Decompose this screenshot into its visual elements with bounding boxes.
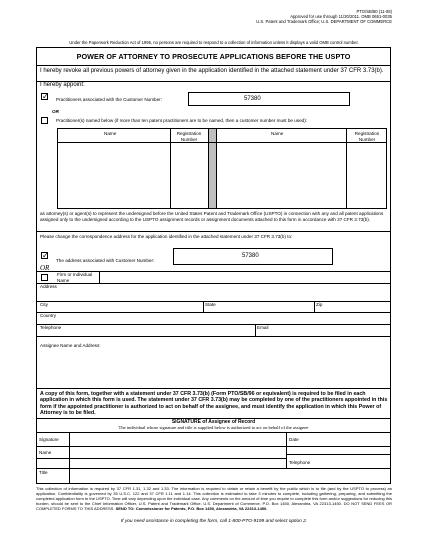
form-id: PTO/SB/80 (11-08) — [356, 9, 392, 14]
name-label: Name — [39, 450, 52, 455]
revoke-statement: I hereby revoke all previous powers of attorney given in the application identified in the attached statement under 37 CFR 3.73(b). — [40, 68, 384, 74]
burden-text: This collection of information is required by 37 CFR 1.31, 1.32 and 1.33. The information is required to obtain or retain a benefit by the public which is to file (and by the USPTO to process) an application. Confidentiality is governed by 35 U.S.C. 122 and 37 CFR 1.11 and 1.14. This collection is estimated to take 3 minutes to complete, including gathering, preparing, and submitting the completed application form to the USPTO. Time will vary depending upon the individual case. Any comments on the amount of time you require to complete this form and/or suggestions for reducing this burden, should be sent to the Chief Information Officer, U.S. Patent and Trademark Office, U.S. Department of Commerce, P.O. Box 1450, Alexandria, VA 22313-1450. DO NOT SEND FEES OR COMPLETED FORMS TO THIS ADDRESS. — [36, 486, 392, 511]
help-line: If you need assistance in completing the form, call 1-800-PTO-9199 and select option 2. — [120, 519, 308, 524]
form-header — [256, 9, 392, 24]
assignee-label: Assignee Name and Address: — [40, 343, 101, 348]
practitioner-table — [57, 128, 387, 209]
customer-number-label: Practitioners associated with the Customer Number: — [56, 97, 162, 102]
col-reg-header-2: Registration Number — [354, 131, 380, 142]
copy-requirement: A copy of this form, together with a statement under 37 CFR 3.73(b) (Form PTO/SB/96 or equivalent) is required to be filed in each application in which this form is used. The statement under 37 CFR 3.73(b) may be completed by one of the practitioners appointed in this form if the appointed practitioner is authorized to act on behalf of the assignee, and must identify the application in which this Power of Attorney is to be filed. — [40, 391, 388, 417]
title-label: Title — [39, 470, 48, 475]
col-name-header-2: Name — [271, 131, 284, 136]
or-label: OR — [52, 109, 59, 114]
or-label-2: OR — [40, 264, 50, 272]
col-reg-header: Registration Number — [176, 131, 202, 142]
corr-customer-checkbox[interactable]: ✓ — [42, 251, 49, 260]
signature-label: Signature — [39, 437, 59, 442]
burden-statement — [36, 486, 392, 511]
appoint-label: I hereby appoint: — [40, 82, 85, 88]
office-name: U.S. Patent and Trademark Office; U.S. DEPARTMENT OF COMMERCE — [256, 19, 392, 24]
form-title: POWER OF ATTORNEY TO PROSECUTE APPLICATIONS BEFORE THE USPTO — [37, 48, 390, 66]
omb-approval: Approved for use through 11/30/2011. OMB 0651-0035 — [290, 14, 392, 19]
signature-heading: SIGNATURE of Assignee of Record — [171, 419, 256, 425]
corr-customer-field[interactable] — [173, 248, 333, 265]
state-label: State — [205, 302, 216, 307]
name-field[interactable] — [70, 447, 286, 458]
paperwork-notice: Under the Paperwork Reduction Act of 1995, no persons are required to respond to a collection of information unless it displays a valid OMB control number. — [69, 40, 359, 45]
signature-subheading: The individual whose signature and title is supplied below is authorized to act on behalf of the assignee — [118, 425, 309, 430]
correspondence-statement: Please change the correspondence address for the application identified in the attached statement under 37 CFR 3.73(b) to: — [40, 234, 293, 239]
corr-customer-value: 57380 — [242, 253, 259, 259]
power-of-attorney-form — [36, 47, 391, 484]
zip-label: Zip — [316, 302, 323, 307]
named-practitioners-label: Practitioner(s) named below (if more than ten patent practitioners are to be named, then a customer number must be used): — [56, 118, 307, 123]
title-field[interactable] — [70, 469, 388, 480]
send-to-address: SEND TO: Commissioner for Patents, P.O. Box 1450, Alexandria, VA 22313-1450. — [115, 506, 268, 511]
firm-checkbox[interactable] — [41, 274, 48, 281]
sig-telephone-label: Telephone — [289, 460, 311, 465]
email-label: Email — [257, 325, 269, 330]
signature-field[interactable] — [70, 433, 286, 446]
table-separator — [209, 129, 216, 208]
divider — [37, 81, 390, 82]
customer-number-value: 57380 — [244, 96, 261, 102]
customer-number-field[interactable] — [188, 92, 350, 106]
corr-customer-label: The address associated with Customer Number: — [56, 258, 155, 263]
named-practitioners-checkbox[interactable] — [41, 117, 48, 124]
col-name-header: Name — [104, 131, 117, 136]
address-label: Address — [40, 284, 57, 289]
firm-label: Firm or Individual Name — [57, 272, 93, 283]
telephone-label: Telephone — [40, 325, 62, 330]
date-label: Date — [289, 437, 299, 442]
city-label: City — [40, 302, 48, 307]
country-label: Country — [40, 313, 57, 318]
customer-number-checkbox[interactable]: ✓ — [42, 92, 49, 101]
agent-statement: as attorney(s) or agent(s) to represent the undersigned before the United States Patent and Trademark Office (USPTO) in connection with any and all patent applications assigned only to the undersigned according to the USPTO assignment records or assignment documents attached to this form in accordance with 37 CFR 3.73(b). — [40, 211, 384, 222]
